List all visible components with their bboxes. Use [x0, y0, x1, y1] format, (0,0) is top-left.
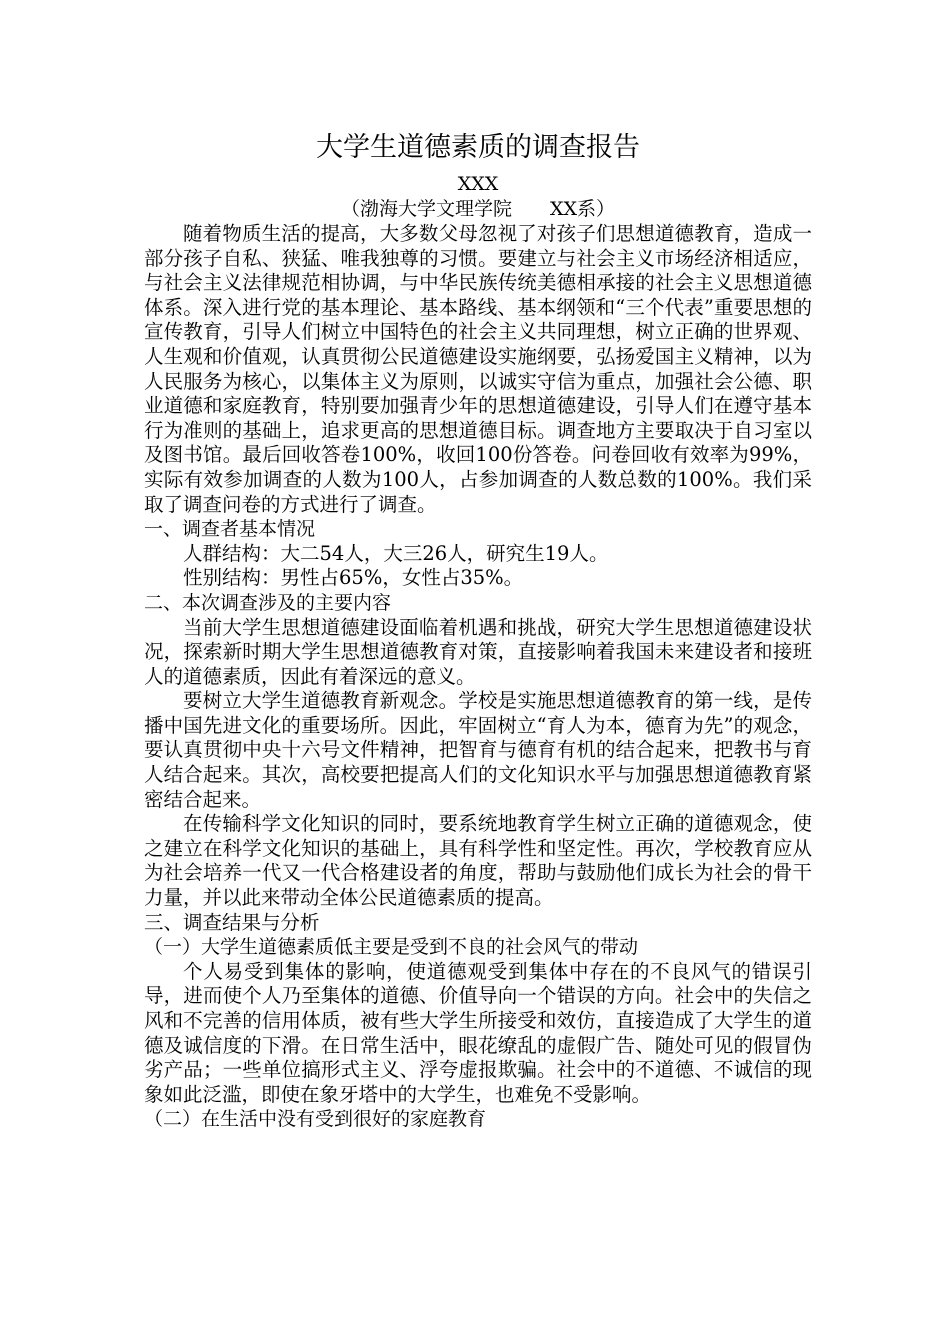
author-line: XXX — [457, 173, 499, 195]
section2-paragraph-3: 在传输科学文化知识的同时，要系统地教育学生树立正确的道德观念，使之建立在科学文化知识的基础上，具有科学性和坚定性。再次，学校教育应从为社会培养一代又一代合格建设者的角度，帮助与鼓励他们成长为社会的骨干力量，并以此来带动全体公民道德素质的提高。 — [144, 812, 812, 910]
section-heading-1: 一、调查者基本情况 — [144, 518, 316, 541]
subsection-heading-1: （一）大学生道德素质低主要是受到不良的社会风气的带动 — [144, 936, 639, 959]
crowd-structure-line: 人群结构：大二54人，大三26人，研究生19人。 — [183, 541, 609, 565]
intro-paragraph: 随着物质生活的提高，大多数父母忽视了对孩子们思想道德教育，造成一部分孩子自私、狭猛、唯我独尊的习惯。要建立与社会主义市场经济相适应，与社会主义法律规范相协调，与中华民族传统美德相承接的社会主义思想道德体系。深入进行党的基本理论、基本路线、基本纲领和“三个代表”重要思想的宣传教育，引导人们树立中国特色的社会主义共同理想，树立正确的世界观、人生观和价值观，认真贯彻公民道德建设实施纲要，弘扬爱国主义精神，以为人民服务为核心，以集体主义为原则，以诚实守信为重点，加强社会公德、职业道德和家庭教育，特别要加强青少年的思想道德建设，引导人们在遵守基本行为准则的基础上，追求更高的思想道德目标。调查地方主要取决于自习室以及图书馆。最后回收答卷100%，收回100份答卷。问卷回收有效率为99%，实际有效参加调查的人数为100人，占参加调查的人数总数的100%。我们采取了调查问卷的方式进行了调查。 — [144, 222, 812, 516]
gender-structure-line: 性别结构：男性占65%，女性占35%。 — [183, 566, 524, 590]
section2-paragraph-2: 要树立大学生道德教育新观念。学校是实施思想道德教育的第一线，是传播中国先进文化的重要场所。因此，牢固树立“育人为本，德育为先”的观念，要认真贯彻中央十六号文件精神，把智育与德育有机的结合起来，把教书与育人结合起来。其次，高校要把提高人们的文化知识水平与加强思想道德教育紧密结合起来。 — [144, 689, 812, 811]
section2-paragraph-1: 当前大学生思想道德建设面临着机遇和挑战，研究大学生思想道德建设状况，探索新时期大学生思想道德教育对策，直接影响着我国未来建设者和接班人的道德素质，因此有着深远的意义。 — [144, 615, 812, 688]
section-heading-3: 三、调查结果与分析 — [144, 910, 320, 934]
section-heading-2: 二、本次调查涉及的主要内容 — [144, 591, 392, 614]
subsection-heading-2: （二）在生活中没有受到很好的家庭教育 — [144, 1108, 487, 1131]
page-title: 大学生道德素质的调查报告 — [316, 132, 640, 163]
subsection1-paragraph: 个人易受到集体的影响，使道德观受到集体中存在的不良风气的错误引导，进而使个人乃至集体的道德、价值导向一个错误的方向。社会中的失信之风和不完善的信用体质，被有些大学生所接受和效仿，直接造成了大学生的道德及诚信度的下滑。在日常生活中，眼花缭乱的虚假广告、随处可见的假冒伪劣产品；一些单位搞形式主义、浮夸虚报欺骗。社会中的不道德、不诚信的现象如此泛滥，即使在象牙塔中的大学生，也难免不受影响。 — [144, 959, 812, 1106]
affiliation-line: （渤海大学文理学院 XX系） — [340, 198, 616, 220]
